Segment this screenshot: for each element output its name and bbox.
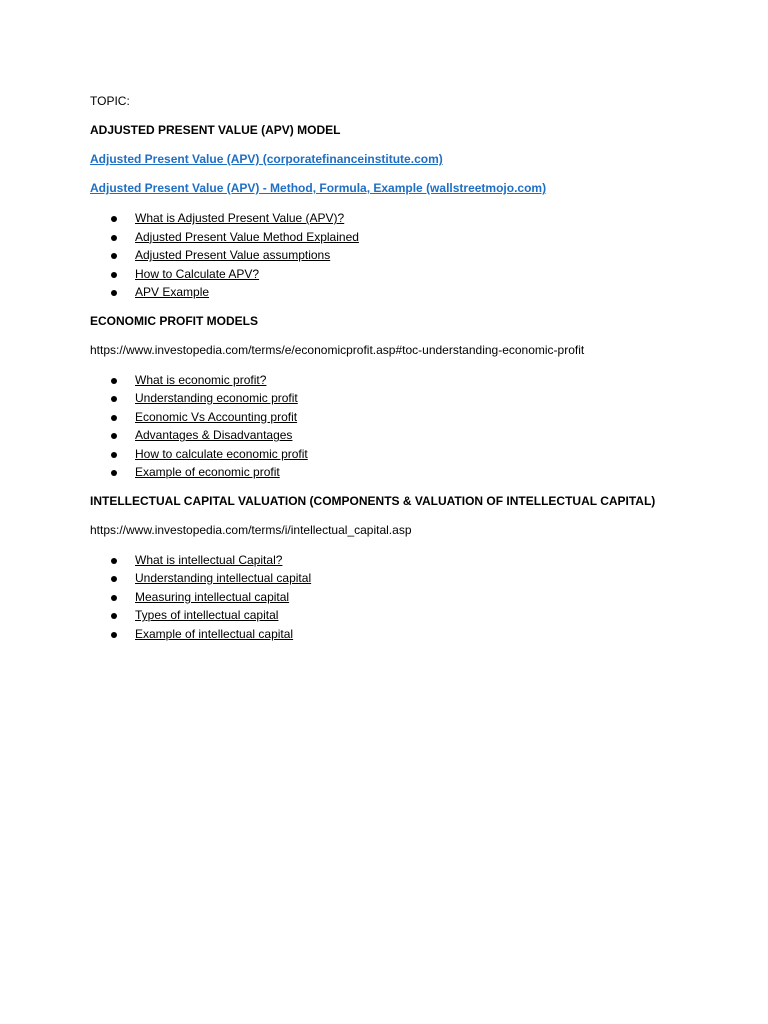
list-item <box>90 463 730 482</box>
bullet-icon <box>111 558 117 564</box>
bullet-icon <box>111 632 117 638</box>
list-item <box>90 389 730 408</box>
economic-profit-heading: ECONOMIC PROFIT MODELS <box>90 313 258 328</box>
apv-link-cfi-paragraph <box>90 151 730 168</box>
list-item <box>90 228 730 247</box>
economic-profit-item-link[interactable]: How to calculate economic profit <box>135 446 308 461</box>
bullet-icon <box>111 452 117 458</box>
bullet-icon <box>111 415 117 421</box>
list-item <box>90 426 730 445</box>
economic-profit-item-link[interactable]: Advantages & Disadvantages <box>135 428 293 442</box>
bullet-icon <box>111 613 117 619</box>
intellectual-capital-item-link[interactable]: Types of intellectual capital <box>135 608 279 622</box>
economic-profit-item-link[interactable]: Economic Vs Accounting profit <box>135 409 298 424</box>
apv-item-link[interactable]: APV Example <box>135 285 210 299</box>
apv-item-link[interactable]: Adjusted Present Value assumptions <box>135 248 331 262</box>
economic-profit-item-link[interactable]: Example of economic profit <box>135 465 280 479</box>
economic-profit-bullet-list <box>90 371 730 482</box>
apv-item-link[interactable]: How to Calculate APV? <box>135 266 260 281</box>
list-item <box>90 408 730 427</box>
apv-link-cfi[interactable]: Adjusted Present Value (APV) (corporatefinanceinstitute.com) <box>90 152 443 166</box>
intellectual-capital-url: https://www.investopedia.com/terms/i/intellectual_capital.asp <box>90 522 412 537</box>
list-item <box>90 265 730 284</box>
apv-heading: ADJUSTED PRESENT VALUE (APV) MODEL <box>90 123 341 137</box>
list-item <box>90 371 730 390</box>
list-item <box>90 588 730 607</box>
document-page <box>90 93 730 654</box>
apv-bullet-list <box>90 209 730 302</box>
bullet-icon <box>111 595 117 601</box>
list-item <box>90 283 730 302</box>
list-item <box>90 625 730 644</box>
list-item <box>90 606 730 625</box>
list-item <box>90 569 730 588</box>
bullet-icon <box>111 290 117 296</box>
topic-label: TOPIC: <box>90 94 130 108</box>
bullet-icon <box>111 433 117 439</box>
apv-item-link[interactable]: Adjusted Present Value Method Explained <box>135 229 359 244</box>
intellectual-capital-item-link[interactable]: What is intellectual Capital? <box>135 552 283 567</box>
intellectual-capital-item-link[interactable]: Measuring intellectual capital <box>135 589 290 604</box>
bullet-icon <box>111 378 117 384</box>
economic-profit-item-link[interactable]: What is economic profit? <box>135 372 267 387</box>
apv-link-wsm-paragraph <box>90 180 730 197</box>
bullet-icon <box>111 576 117 582</box>
intellectual-capital-item-link[interactable]: Understanding intellectual capital <box>135 571 312 585</box>
intellectual-capital-bullet-list <box>90 551 730 644</box>
list-item <box>90 246 730 265</box>
intellectual-capital-heading: INTELLECTUAL CAPITAL VALUATION (COMPONENTS & VALUATION OF INTELLECTUAL CAPITAL) <box>90 493 656 508</box>
bullet-icon <box>111 470 117 476</box>
list-item <box>90 445 730 464</box>
apv-link-wallstreetmojo[interactable]: Adjusted Present Value (APV) - Method, Formula, Example (wallstreetmojo.com) <box>90 181 547 195</box>
list-item <box>90 209 730 228</box>
bullet-icon <box>111 272 117 278</box>
bullet-icon <box>111 253 117 259</box>
bullet-icon <box>111 396 117 402</box>
apv-item-link[interactable]: What is Adjusted Present Value (APV)? <box>135 211 345 225</box>
list-item <box>90 551 730 570</box>
bullet-icon <box>111 216 117 222</box>
bullet-icon <box>111 235 117 241</box>
economic-profit-url: https://www.investopedia.com/terms/e/economicprofit.asp#toc-understanding-economic-profit <box>90 342 585 357</box>
intellectual-capital-item-link[interactable]: Example of intellectual capital <box>135 626 294 641</box>
economic-profit-item-link[interactable]: Understanding economic profit <box>135 391 298 405</box>
